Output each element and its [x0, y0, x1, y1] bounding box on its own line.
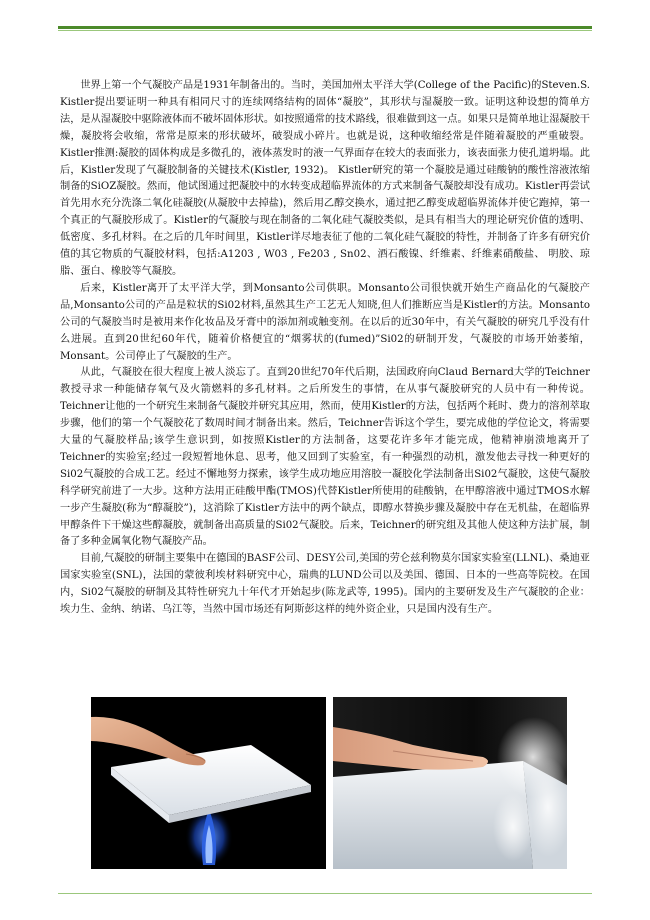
- header-rule-thin: [58, 30, 592, 31]
- footer-rule: [58, 893, 592, 894]
- paragraph-4: 目前,气凝胶的研制主要集中在德国的BASF公司、DESY公司,美国的劳仑兹利物莫尔国家实验室(LLNL)、桑迪亚国家实验室(SNL)，法国的蒙彼利埃材料研究中心，瑞典的LUND公司以及美国、德国、日本的一些高等院校。在国内，Si02气凝胶的研制及其特性研究九十年代才开始起步(陈龙武等, 1995)。国内的主要研发及生产气凝胶的企业：埃力生、金纳、纳诺、乌江等，当然中国市场还有阿斯彭这样的纯外资企业，只是国内没有生产。: [60, 553, 590, 616]
- header-rule: [58, 26, 592, 29]
- paragraph-2: 后来，Kistler离开了太平洋大学，到Monsanto公司供职。Monsanto公司很快就开始生产商品化的气凝胶产品,Monsanto公司的产品是粒状的Si02材料,虽然其生产工艺无人知晓,但人们推断应当是Kistler的方法。Monsanto公司的气凝胶当时是被用来作化妆品及牙膏中的添加剂或触变剂。在以后的近30年中，有关气凝胶的研究几乎没有什么进展。直到20世纪60年代，随着价格便宜的“烟雾状的(fumed)”Si02的研制开发，气凝胶的市场开始萎缩，Monsant。公司停止了气凝胶的生产。: [60, 282, 590, 362]
- aerogel-hand-photo: [333, 697, 567, 869]
- photo-row: [91, 697, 567, 869]
- paragraph-3: 从此，气凝胶在很大程度上被人淡忘了。直到20世纪70年代后期，法国政府向Claud Bernard大学的Teichner教授寻求一种能储存氧气及火箭燃料的多孔材料。之后所发生的事情，在从事气凝胶研究的人员中有一种传说。Teichner让他的一个研究生来制备气凝胶并研究其应用，然而，使用Kistler的方法，包括两个耗时、费力的溶剂萃取步骤，他们的第一个气凝胶花了数周时间才制备出来。然后，Teichner告诉这个学生，要完成他的学位论文，将需要大量的气凝胶样品;该学生意识到，如按照Kistler的方法制备，这要花许多年才能完成，他精神崩溃地离开了Teichner的实验室;经过一段短暂地休息、思考，他又回到了实验室，有一种强烈的动机，激发他去寻找一种更好的Si02气凝胶的合成工艺。经过不懈地努力探索，该学生成功地应用溶胶一凝胶化学法制备出Si02气凝胶，这使气凝胶科学研究前进了一大步。这种方法用正硅酸甲酯(TMOS)代替Kistler所使用的硅酸钠，在甲醇溶液中通过TMOS水解一步产生凝胶(称为“醇凝胶”)，这消除了Kistler方法中的两个缺点，即醇水替换步骤及凝胶中存在无机盐，在超临界甲醇条件下干燥这些醇凝胶，就制备出高质量的Si02气凝胶。后来，Teichner的研究组及其他人使这种方法扩展，制备了多种金属氧化物气凝胶产品。: [60, 367, 590, 548]
- article-body: [60, 78, 590, 619]
- paragraph-1: 世界上第一个气凝胶产品是1931年制备出的。当时，美国加州太平洋大学(College of the Pacific)的Steven.S. Kistler提出要证明一种具有相同尺寸的连续网络结构的固体“凝胶”，其形状与湿凝胶一致。证明这种设想的简单方法，是从湿凝胶中驱除液体而不破坏固体形状。如按照通常的技术路线，很难做到这一点。如果只是简单地让湿凝胶干燥，凝胶将会收缩，常常是原来的形状破坏，破裂成小碎片。也就是说，这种收缩经常是伴随着凝胶的严重破裂。Kistler推测:凝胶的固体构成是多微孔的，液体蒸发时的液一气界面存在较大的表面张力，该表面张力使孔道坍塌。此后，Kistler发现了气凝胶制备的关键技术(Kistler, 1932)。 Kistler研究的第一个凝胶是通过硅酸钠的酸性溶液浓缩制备的SiOZ凝胶。然而，他试图通过把凝胶中的水转变成超临界流体的方式来制备气凝胶却没有成功。Kistler再尝试首先用水充分洗涤二氧化硅凝胶(从凝胶中去掉盐)，然后用乙醇交换水，通过把乙醇变成超临界流体并使它跑掉，第一个真正的气凝胶形成了。Kistler的气凝胶与现在制备的二氧化硅气凝胶类似，是具有相当大的理论研究价值的透明、低密度、多孔材料。在之后的几年时间里，Kistler详尽地表征了他的二氧化硅气凝胶的特性，并制备了许多有研究价值的其它物质的气凝胶材料，包括:A1203 , W03 , Fe203 , Sn02、酒石酸镍、纤维素、纤维素硝酸盐、 明胶、琼脂、蛋白、橡胶等气凝胶。: [60, 80, 590, 277]
- aerogel-flame-photo: [91, 697, 326, 869]
